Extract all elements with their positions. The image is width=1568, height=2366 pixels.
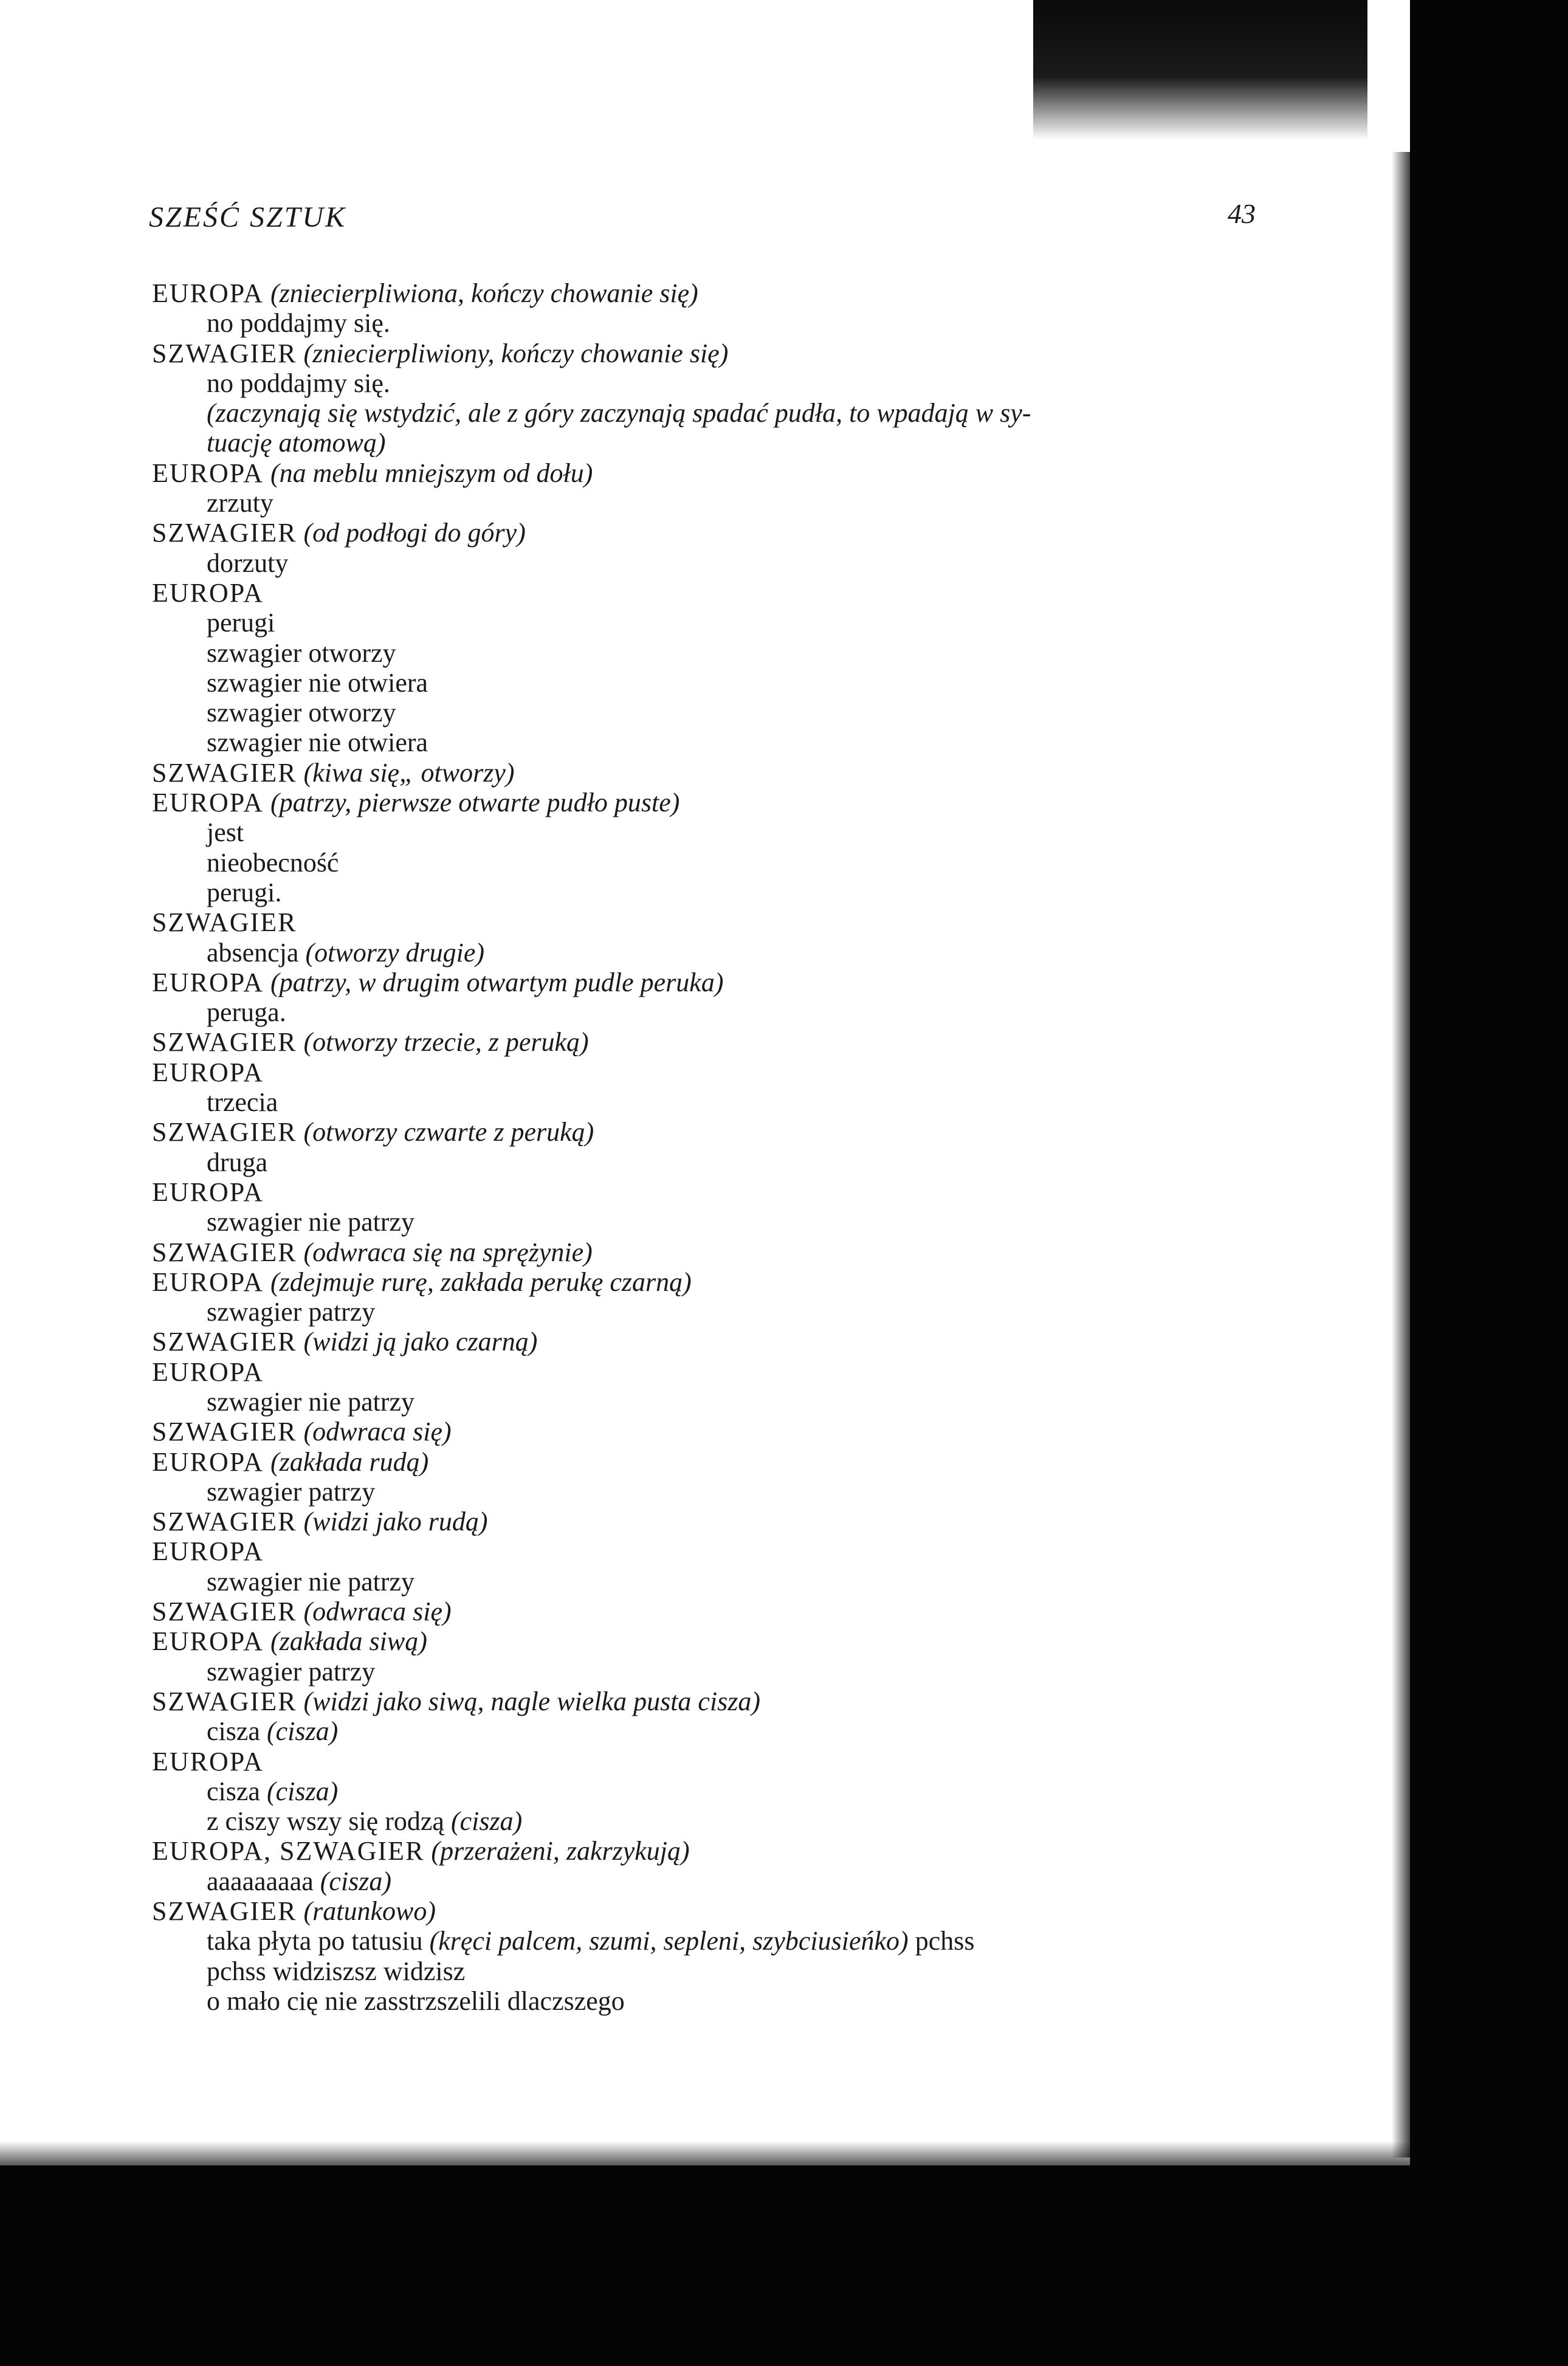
speaker-name: EUROPA [152,788,264,818]
spoken-text: szwagier otworzy [207,638,396,668]
dialogue-line [152,848,1367,878]
spoken-text: nieobecność [207,847,339,878]
page-number: 43 [1228,198,1256,229]
spoken-text: peruga. [207,997,286,1028]
spoken-text: o mało cię nie zasstrzszelili dlaczszego [207,1986,625,2016]
dialogue-line [152,398,1367,428]
spoken-text: aaaaaaaaa [207,1866,314,1896]
speaker-line [152,968,1367,997]
dialogue-line [152,727,1367,757]
speaker-line [152,578,1367,608]
spoken-text: szwagier otworzy [207,698,396,728]
dialogue-line [152,1776,1367,1806]
stage-direction: (zniecierpliwiona, kończy chowanie się) [270,278,698,308]
dialogue-line [152,1087,1367,1117]
spoken-text: szwagier nie patrzy [207,1386,415,1417]
speaker-name: SZWAGIER [152,907,297,938]
stage-direction: (kręci palcem, szumi, sepleni, szybciusieńko) [429,1926,909,1956]
stage-direction: (otworzy trzecie, z peruką) [303,1027,589,1057]
speaker-name: SZWAGIER [152,1896,297,1927]
spoken-text: pchss widziszsz widzisz [207,1956,466,1986]
spoken-text: taka płyta po tatusiu [207,1926,423,1956]
dialogue-line [152,668,1367,698]
speaker-name: SZWAGIER [152,1686,297,1716]
spoken-text: absencja [207,937,299,968]
speaker-name: SZWAGIER [152,1417,297,1447]
dialogue-line [152,878,1367,907]
dialogue-line [152,608,1367,638]
scan-shadow-bottom-edge [0,2165,1568,2366]
speaker-line [152,1237,1367,1267]
stage-direction: (zakłada rudą) [270,1446,429,1477]
stage-direction: (widzi jako rudą) [303,1507,488,1537]
spoken-text: perugi. [207,877,282,907]
stage-direction: (kiwa się„ otworzy) [303,757,515,788]
stage-direction: (widzi ją jako czarną) [303,1327,538,1357]
dialogue-line [152,1567,1367,1597]
speaker-line [152,1417,1367,1446]
speaker-name: SZWAGIER [152,1237,297,1267]
stage-direction: (patrzy, pierwsze otwarte pudło puste) [270,788,680,818]
speaker-name: EUROPA [152,1626,264,1657]
dialogue-line [152,308,1367,338]
dialogue-line [152,1716,1367,1746]
stage-direction: (otworzy drugie) [305,937,484,968]
dialogue-line [152,548,1367,578]
speaker-line [152,1836,1367,1866]
speaker-line [152,1507,1367,1536]
spoken-text: cisza [207,1776,260,1806]
dialogue-line [152,428,1367,458]
speaker-name: EUROPA [152,278,264,308]
dialogue-line [152,938,1367,968]
scan-shadow-right-edge [1410,0,1568,2366]
stage-direction: (od podłogi do góry) [303,518,526,548]
speaker-line [152,1177,1367,1207]
speaker-name: SZWAGIER [152,1117,297,1147]
stage-direction: (przerażeni, zakrzykują) [431,1836,690,1866]
dialogue-line [152,1657,1367,1687]
stage-direction: tuację atomową) [207,428,386,458]
speaker-name: SZWAGIER [152,757,297,788]
dialogue-line [152,488,1367,518]
speaker-name: EUROPA [152,1446,264,1477]
stage-direction: (odwraca się na sprężynie) [303,1237,593,1267]
dialogue-line [152,1297,1367,1327]
speaker-name: EUROPA [152,1057,264,1087]
stage-direction: (zaczynają się wstydzić, ale z góry zaczynają spadać pudła, to wpadają w sy- [207,398,1031,428]
spoken-text: szwagier patrzy [207,1476,376,1507]
speaker-line [152,1057,1367,1087]
speaker-line [152,1747,1367,1776]
spoken-text: szwagier patrzy [207,1656,376,1687]
dialogue-line [152,1806,1367,1836]
stage-direction: (zdejmuje rurę, zakłada perukę czarną) [270,1267,692,1297]
speaker-name: EUROPA [152,458,264,488]
speaker-line [152,1896,1367,1926]
speaker-line [152,1117,1367,1147]
spoken-text: jest [207,817,244,848]
stage-direction: (odwraca się) [303,1597,452,1627]
spoken-text: szwagier patrzy [207,1297,376,1327]
spoken-text: druga [207,1147,268,1177]
spoken-text: perugi [207,608,275,638]
speaker-line [152,907,1367,937]
dialogue-line [152,1387,1367,1417]
spoken-text: szwagier nie patrzy [207,1566,415,1597]
dialogue-line [152,1147,1367,1177]
speaker-line [152,1267,1367,1297]
speaker-line [152,758,1367,788]
speaker-line [152,278,1367,308]
dialogue-line [152,1926,1367,1956]
dialogue-line [152,1956,1367,1986]
stage-direction: (ratunkowo) [303,1896,436,1927]
speaker-name: SZWAGIER [152,518,297,548]
spoken-text: no poddajmy się. [207,308,390,339]
stage-direction: (cisza) [320,1866,392,1896]
spoken-text: trzecia [207,1087,278,1118]
spoken-text: szwagier nie otwiera [207,727,428,758]
speaker-line [152,1027,1367,1057]
spoken-text: dorzuty [207,548,289,578]
stage-direction: (patrzy, w drugim otwartym pudle peruka) [270,967,724,997]
stage-direction: (otworzy czwarte z peruką) [303,1117,594,1147]
stage-direction: (cisza) [450,1806,523,1837]
speaker-name: EUROPA [152,1267,264,1297]
speaker-line [152,1447,1367,1477]
stage-direction: (na meblu mniejszym od dołu) [270,458,593,488]
dialogue-line [152,1207,1367,1237]
dialogue-line [152,368,1367,398]
speaker-name: SZWAGIER [152,1027,297,1057]
speaker-name: EUROPA [152,1357,264,1387]
speaker-name: EUROPA [152,967,264,997]
speaker-line [152,1357,1367,1387]
speaker-name: SZWAGIER [152,1597,297,1627]
speaker-line [152,458,1367,488]
stage-direction: (zakłada siwą) [270,1626,427,1657]
spoken-text: no poddajmy się. [207,368,390,398]
stage-direction: (cisza) [266,1776,339,1806]
speaker-line [152,518,1367,548]
spoken-text: z ciszy wszy się rodzą [207,1806,444,1837]
running-head-title: SZEŚĆ SZTUK [149,201,347,233]
dialogue-line [152,638,1367,668]
spoken-text: cisza [207,1716,260,1747]
spoken-text: szwagier nie otwiera [207,667,428,698]
speaker-line [152,1327,1367,1357]
speaker-line [152,788,1367,817]
speaker-line [152,1626,1367,1656]
dialogue-line [152,1866,1367,1896]
dialogue-line [152,997,1367,1027]
speaker-line [152,339,1367,368]
speaker-name: EUROPA [152,1536,264,1567]
speaker-name: EUROPA [152,577,264,608]
speaker-name: EUROPA [152,1177,264,1207]
speaker-name: SZWAGIER [152,1327,297,1357]
speaker-name: EUROPA [152,1746,264,1776]
speaker-line [152,1536,1367,1566]
dialogue-line [152,1986,1367,2016]
stage-direction: (zniecierpliwiony, kończy chowanie się) [303,338,729,368]
stage-direction: (cisza) [266,1716,339,1747]
speaker-line [152,1687,1367,1716]
dialogue-line [152,1477,1367,1507]
play-text [152,278,1367,2016]
dialogue-line [152,698,1367,727]
stage-direction: (widzi jako siwą, nagle wielka pusta cisza) [303,1686,761,1716]
speaker-name: SZWAGIER [152,338,297,368]
dialogue-line [152,817,1367,847]
speaker-name: EUROPA, SZWAGIER [152,1836,425,1866]
spoken-text: zrzuty [207,488,273,518]
speaker-name: SZWAGIER [152,1507,297,1537]
spoken-text: szwagier nie patrzy [207,1207,415,1237]
speaker-line [152,1597,1367,1626]
spoken-text-tail: pchss [915,1926,975,1956]
stage-direction: (odwraca się) [303,1417,452,1447]
